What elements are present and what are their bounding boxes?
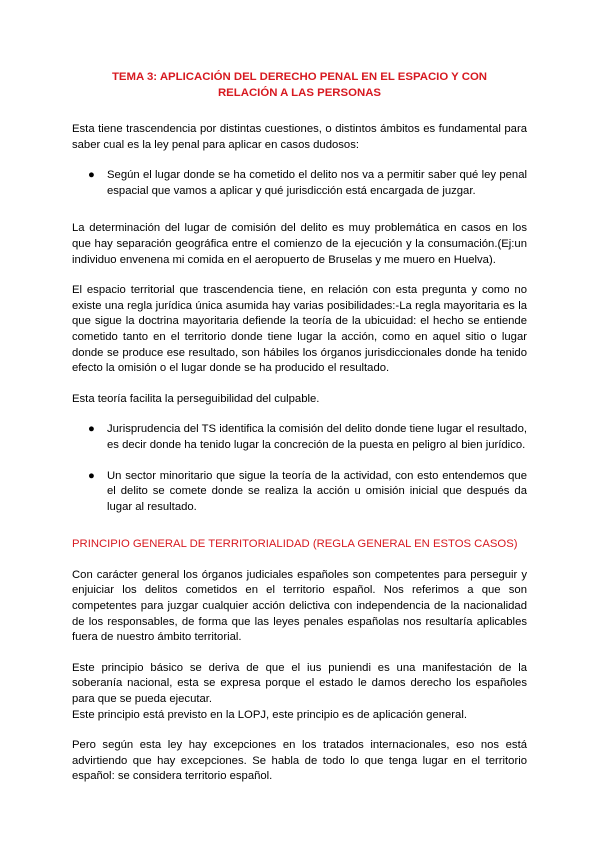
bullet-icon: ● bbox=[88, 423, 95, 436]
intro-paragraph: Esta tiene trascendencia por distintas cuestiones, o distintos ámbitos es fundamental para saber cual es la ley penal para aplicar en casos dudosos: bbox=[72, 123, 527, 151]
bullet-icon: ● bbox=[88, 169, 95, 182]
paragraph-exceptions: Pero según esta ley hay excepciones en los tratados internacionales, eso nos está advirtiendo que hay excepciones. Se habla de todo lo que tenga lugar en el territorio español: se considera territorio español. bbox=[72, 739, 527, 783]
bullet-icon: ● bbox=[88, 469, 95, 482]
bullet-list-1 bbox=[72, 168, 527, 199]
paragraph-general-competence: Con carácter general los órganos judiciales españoles son competentes para perseguir y enjuiciar los delitos cometidos en el territorio español. Nos referimos a que son competentes para juzgar cualquier acción delictiva con independencia de la nacionalidad de los responsables, de forma que las leyes penales españolas nos resultaría aplicables fuera de nuestro ámbito territorial. bbox=[72, 568, 527, 644]
list-item-text: Según el lugar donde se ha cometido el delito nos va a permitir saber qué ley penal espacial que vamos a aplicar y qué jurisdicción está encargada de juzgar. bbox=[107, 169, 527, 197]
list-item bbox=[72, 422, 527, 453]
paragraph-location-problem: La determinación del lugar de comisión del delito es muy problemática en casos en los que hay separación geográfica entre el comienzo de la ejecución y la consumación.(Ej:un individuo envenena mi comida en el aeropuerto de Bruselas y me muero en Huelva). bbox=[72, 222, 527, 266]
list-item-text: Jurisprudencia del TS identifica la comisión del delito donde tiene lugar el resultado, es decir donde ha tenido lugar la concreción de la puesta en peligro al bien jurídico. bbox=[107, 423, 527, 451]
paragraph-lopj: Este principio está previsto en la LOPJ, este principio es de aplicación general. bbox=[72, 708, 467, 721]
paragraph-ubiquity-theory: El espacio territorial que trascendencia tiene, en relación con esta pregunta y como no existe una regla jurídica única asumida hay varias posibilidades:-La regla mayoritaria es la que sigue la doctrina mayoritaria defiende la teoría de la ubicuidad: el hecho se entiende cometido tanto en el territorio donde tiene lugar la acción, como en aquel sitio o lugar donde se produce ese resultado, son hábiles los órganos jurisdiccionales donde ha tenido efecto la omisión o el lugar donde se ha producido el resultado. bbox=[72, 284, 527, 375]
list-item bbox=[72, 168, 527, 199]
paragraph-perseguibilidad: Esta teoría facilita la perseguibilidad del culpable. bbox=[72, 392, 320, 405]
list-item-text: Un sector minoritario que sigue la teoría de la actividad, con esto entendemos que el delito se comete donde se realiza la acción u omisión inicial que después da lugar al resultado. bbox=[107, 469, 527, 513]
paragraph-ius-puniendi: Este principio básico se deriva de que el ius puniendi es una manifestación de la soberanía nacional, esta se expresa porque el estado le damos derecho los españoles para que se pueda ejecutar. bbox=[72, 661, 527, 706]
section-heading-territoriality: PRINCIPIO GENERAL DE TERRITORIALIDAD (REGLA GENERAL EN ESTOS CASOS) bbox=[72, 538, 518, 551]
list-item bbox=[72, 469, 527, 516]
bullet-list-2 bbox=[72, 422, 527, 515]
document-title: TEMA 3: APLICACIÓN DEL DERECHO PENAL EN EL ESPACIO Y CON RELACIÓN A LAS PERSONAS bbox=[111, 71, 488, 99]
